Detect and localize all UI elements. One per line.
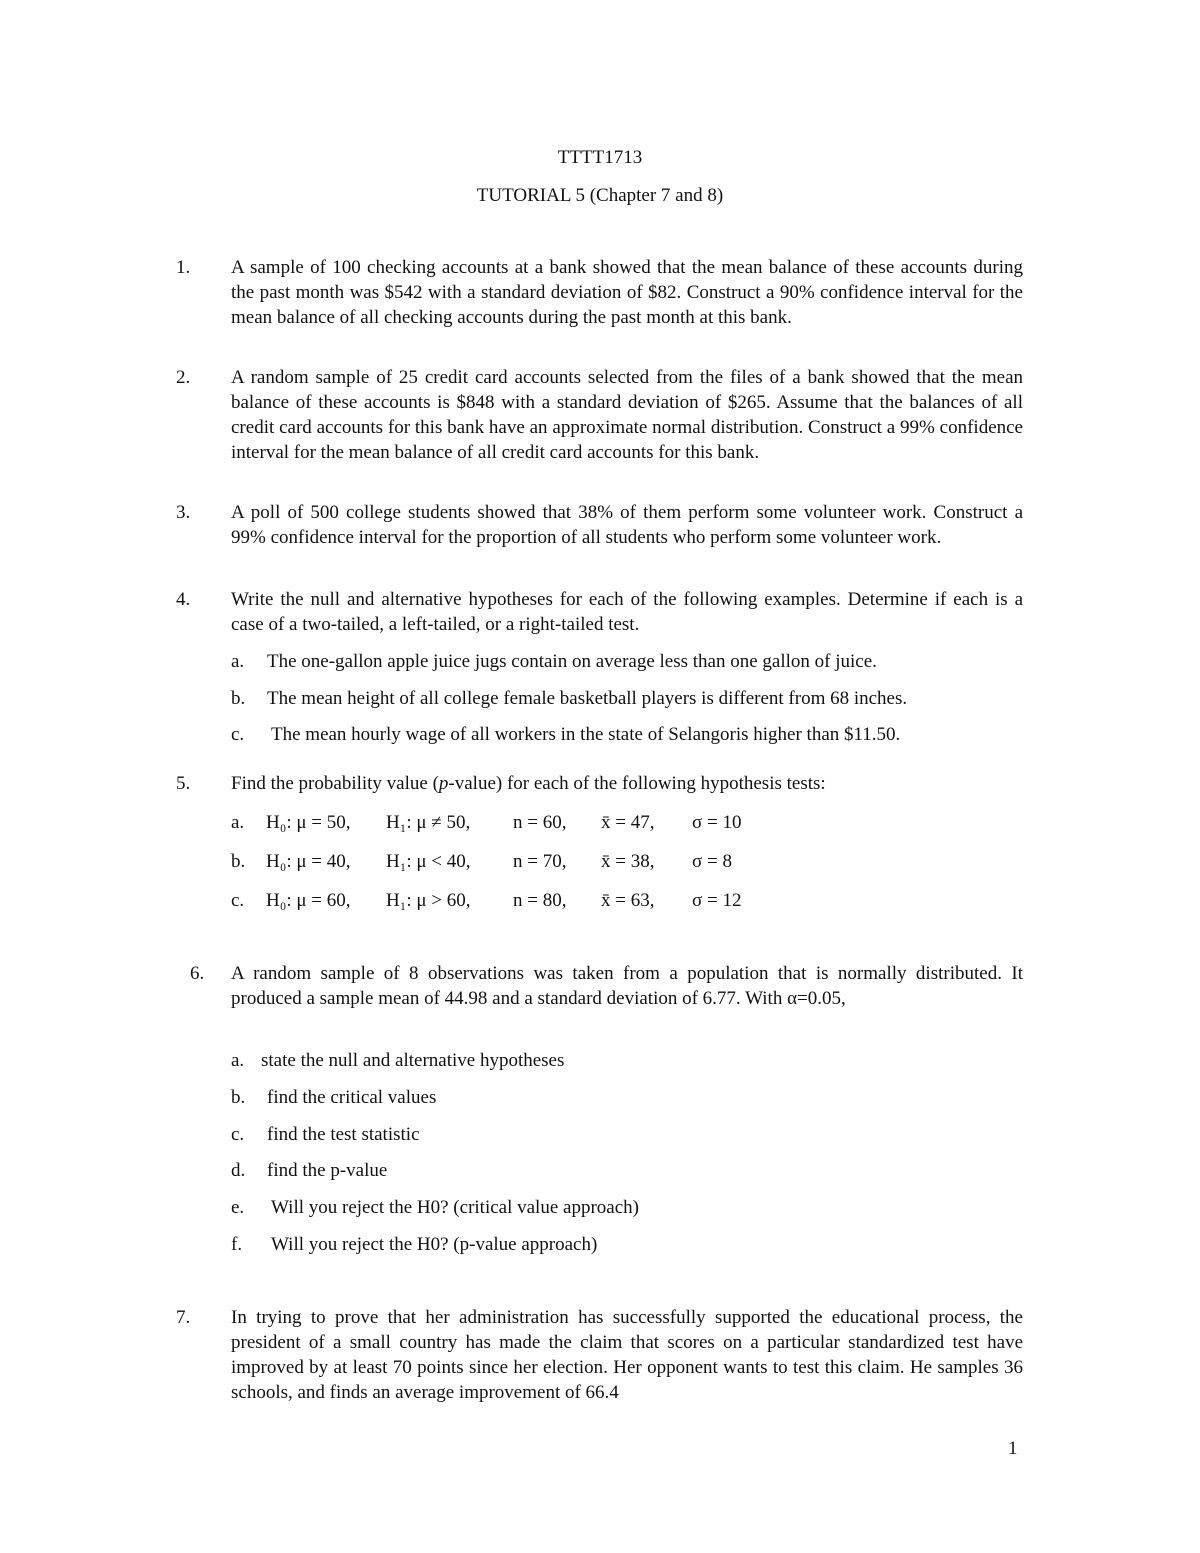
part-label: a. [231,812,245,833]
part-text: The one-gallon apple juice jugs contain on average less than one gallon of juice. [267,651,877,672]
page-number: 1 [1008,1438,1018,1459]
part-text: find the test statistic [267,1124,420,1145]
part-label: b. [231,851,246,872]
question-number: 3. [176,502,191,523]
part-label: e. [231,1197,245,1218]
sample-mean: x̄ = 63, [601,890,655,911]
null-hypothesis: H₀: μ = 50, [266,812,351,833]
question-number: 7. [176,1307,191,1328]
question-text: A random sample of 25 credit card accounts selected from the files of a bank showed that the mean balance of these accounts is $848 with a standard deviation of $265. Assume that the balances of all credit card accounts for this bank have an approximate normal distribution. Construct a 99% confidence interval for the mean balance of all credit card accounts for this bank. [231,367,1023,463]
question-text: Write the null and alternative hypotheses for each of the following examples. Determine if each is a case of a two-tailed, a left-tailed, or a right-tailed test. [231,589,1023,635]
part-text: Will you reject the H0? (critical value approach) [271,1197,639,1218]
population-sd: σ = 12 [692,890,742,911]
part-label: b. [231,688,246,709]
part-label: d. [231,1160,246,1181]
alternative-hypothesis: H₁: μ < 40, [386,851,471,872]
question-text: A sample of 100 checking accounts at a bank showed that the mean balance of these accounts during the past month was $542 with a standard deviation of $82. Construct a 90% confidence interval for the mean balance of all checking accounts during the past month at this bank. [231,257,1023,328]
question-number: 5. [176,773,191,794]
part-text: find the critical values [267,1087,437,1108]
population-sd: σ = 10 [692,812,742,833]
question-text: Find the probability value (p-value) for each of the following hypothesis tests: [231,773,826,794]
part-label: a. [231,1050,245,1071]
question-text: A poll of 500 college students showed that 38% of them perform some volunteer work. Construct a 99% confidence interval for the proportion of all students who perform some volunteer work. [231,502,1023,548]
population-sd: σ = 8 [692,851,732,872]
question-number: 4. [176,589,191,610]
null-hypothesis: H₀: μ = 40, [266,851,351,872]
null-hypothesis: H₀: μ = 60, [266,890,351,911]
part-text: find the p-value [267,1160,388,1181]
part-label: c. [231,724,245,745]
tutorial-title: TUTORIAL 5 (Chapter 7 and 8) [476,185,724,206]
part-text: The mean height of all college female basketball players is different from 68 inches. [267,688,908,709]
question-number: 6. [190,963,205,984]
question-number: 1. [176,257,191,278]
sample-size: n = 70, [513,851,567,872]
question-text: In trying to prove that her administration has successfully supported the educational process, the president of a small country has made the claim that scores on a particular standardized test have improved by at least 70 points since her election. Her opponent wants to test this claim. He samples 36 schools, and finds an average improvement of 66.4 [231,1307,1023,1403]
part-text: state the null and alternative hypotheses [261,1050,565,1071]
alternative-hypothesis: H₁: μ > 60, [386,890,471,911]
part-text: The mean hourly wage of all workers in the state of Selangoris higher than $11.50. [271,724,901,745]
question-text: A random sample of 8 observations was taken from a population that is normally distributed. It produced a sample mean of 44.98 and a standard deviation of 6.77. With α=0.05, [231,963,1023,1009]
part-label: a. [231,651,245,672]
sample-mean: x̄ = 38, [601,851,655,872]
sample-size: n = 60, [513,812,567,833]
part-text: Will you reject the H0? (p-value approach) [271,1234,598,1255]
question-number: 2. [176,367,191,388]
sample-mean: x̄ = 47, [601,812,655,833]
sample-size: n = 80, [513,890,567,911]
alternative-hypothesis: H₁: μ ≠ 50, [386,812,471,833]
part-label: c. [231,890,245,911]
part-label: c. [231,1124,245,1145]
course-code: TTTT1713 [557,147,643,168]
part-label: b. [231,1087,246,1108]
part-label: f. [231,1234,243,1255]
